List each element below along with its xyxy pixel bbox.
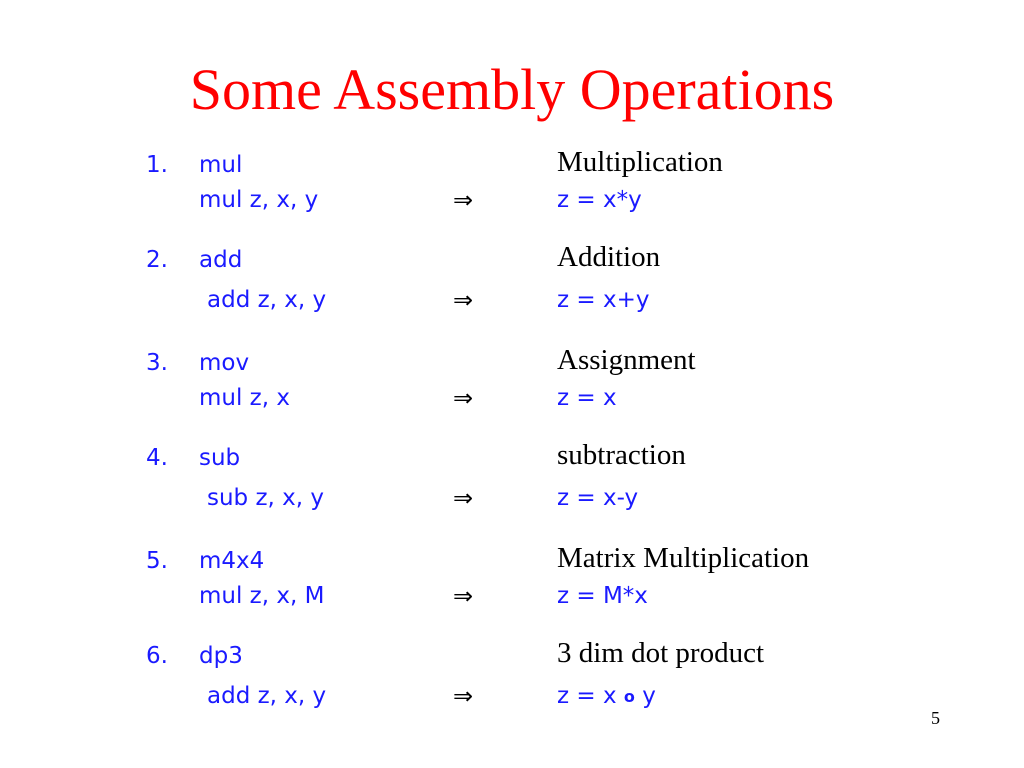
operation-item-add	[0, 241, 1024, 315]
page-number: 5	[931, 708, 940, 728]
implies-arrow-icon: ⇒	[453, 484, 474, 512]
item-number: 2.	[146, 247, 168, 273]
implies-arrow-icon: ⇒	[453, 582, 474, 610]
slide-title: Some Assembly Operations	[189, 57, 835, 122]
item-result	[557, 681, 656, 712]
item-code: mul z, x, y	[199, 187, 319, 213]
item-number: 3.	[146, 350, 168, 376]
item-code: mul z, x, M	[199, 583, 325, 609]
item-opcode: m4x4	[199, 548, 265, 574]
operation-item-mov	[0, 344, 1024, 418]
item-code: add z, x, y	[207, 287, 327, 313]
item-opcode: sub	[199, 445, 241, 471]
item-code: add z, x, y	[207, 683, 327, 709]
item-code: mul z, x	[199, 385, 290, 411]
item-opcode: mov	[199, 350, 250, 376]
item-result: z = x	[557, 385, 617, 411]
item-result: z = x+y	[557, 287, 650, 313]
implies-arrow-icon: ⇒	[453, 286, 474, 314]
item-opcode: mul	[199, 152, 243, 178]
implies-arrow-icon: ⇒	[453, 186, 474, 214]
operation-item-sub	[0, 439, 1024, 513]
item-opcode: dp3	[199, 643, 243, 669]
item-result: z = x*y	[557, 187, 642, 213]
item-description: 3 dim dot product	[557, 637, 765, 669]
item-number: 1.	[146, 152, 168, 178]
item-description: Addition	[557, 241, 661, 273]
implies-arrow-icon: ⇒	[453, 384, 474, 412]
item-description: Multiplication	[557, 146, 723, 178]
item-opcode: add	[199, 247, 243, 273]
implies-arrow-icon: ⇒	[453, 682, 474, 710]
item-description: Assignment	[557, 344, 696, 376]
operation-item-m4x4	[0, 542, 1024, 616]
item-code: sub z, x, y	[207, 485, 325, 511]
item-description: subtraction	[557, 439, 686, 471]
item-description: Matrix Multiplication	[557, 542, 810, 574]
item-result: z = x-y	[557, 485, 639, 511]
operation-item-dp3	[0, 637, 1024, 711]
operation-item-mul	[0, 146, 1024, 220]
item-number: 4.	[146, 445, 168, 471]
item-result: z = M*x	[557, 583, 648, 609]
dot-operator: o	[623, 687, 635, 706]
result-suffix: y	[634, 683, 656, 709]
item-number: 5.	[146, 548, 168, 574]
result-prefix: z = x	[557, 683, 624, 709]
item-number: 6.	[146, 643, 168, 669]
